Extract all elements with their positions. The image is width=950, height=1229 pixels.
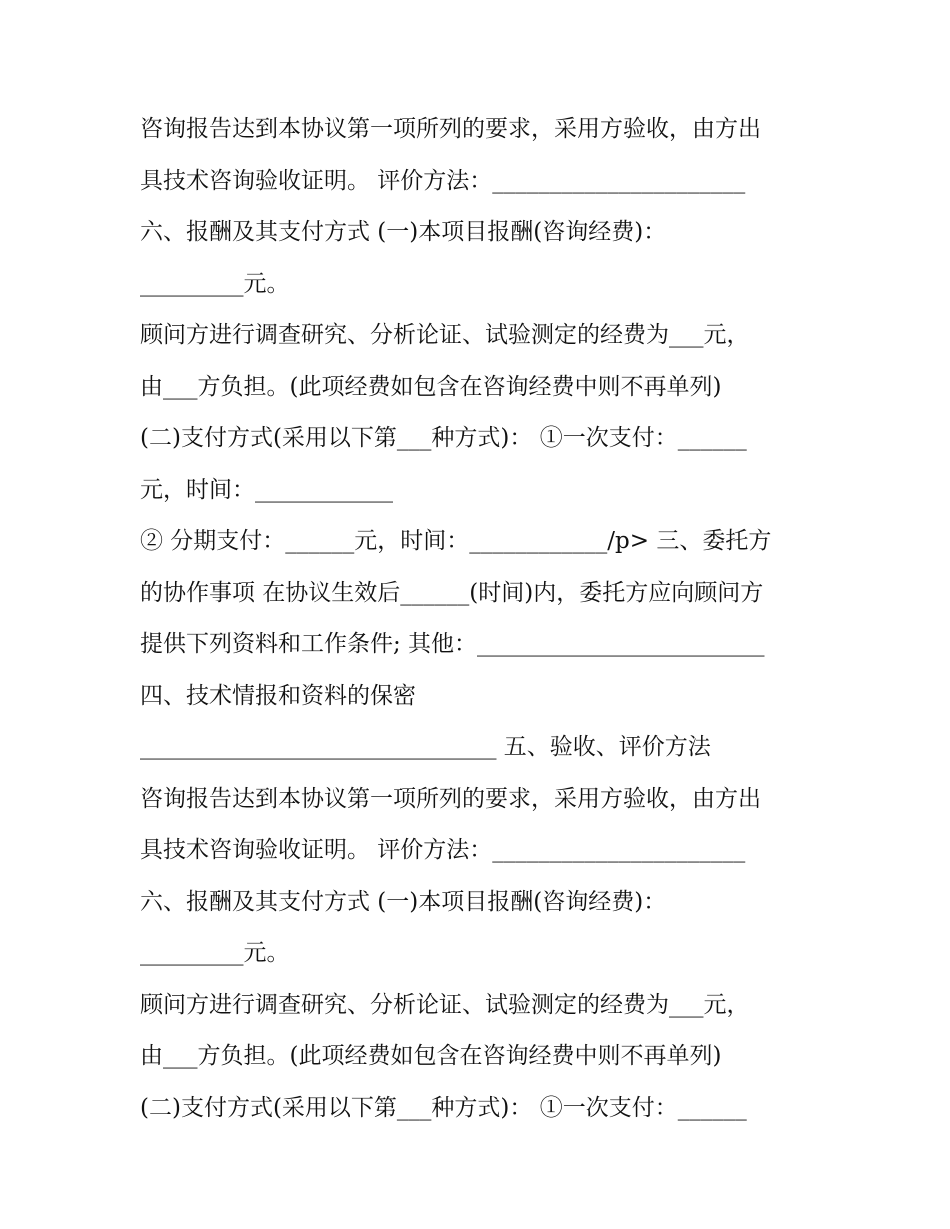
text-line: 具技术咨询验收证明。 评价方法：______________________ bbox=[140, 837, 746, 863]
text-line: 顾问方进行调查研究、分析论证、试验测定的经费为___元， bbox=[140, 991, 750, 1018]
text-line: _______________________________ 五、验收、评价方法 bbox=[140, 734, 711, 760]
text-line: (二)支付方式(采用以下第___种方式)： ①一次支付：______ bbox=[140, 425, 747, 451]
text-line: 四、技术情报和资料的保密 bbox=[140, 682, 416, 709]
text-line: 元，时间：____________ bbox=[140, 476, 393, 503]
text-line: 由___方负担。(此项经费如包含在咨询经费中则不再单列) bbox=[140, 1043, 722, 1069]
text-line: 咨询报告达到本协议第一项所列的要求，采用方验收，由方出 bbox=[140, 116, 761, 142]
text-line: 具技术咨询验收证明。 评价方法：______________________ bbox=[140, 167, 746, 194]
text-line: _________元。 bbox=[140, 940, 290, 966]
text-line: 六、报酬及其支付方式 (一)本项目报酬(咨询经费)： bbox=[140, 888, 667, 915]
text-line: 的协作事项 在协议生效后______(时间)内，委托方应向顾问方 bbox=[140, 579, 764, 606]
text-line: (二)支付方式(采用以下第___种方式)： ①一次支付：______ bbox=[140, 1094, 747, 1121]
text-line: 提供下列资料和工作条件; 其他：_________________________ bbox=[140, 631, 765, 657]
text-line: ② 分期支付：______元，时间：____________/p> 三、委托方 bbox=[140, 528, 772, 554]
text-line: 由___方负担。(此项经费如包含在咨询经费中则不再单列) bbox=[140, 373, 722, 400]
text-line: 顾问方进行调查研究、分析论证、试验测定的经费为___元， bbox=[140, 322, 750, 348]
document-body bbox=[140, 104, 830, 1134]
text-line: 六、报酬及其支付方式 (一)本项目报酬(咨询经费)： bbox=[140, 219, 667, 245]
text-line: 咨询报告达到本协议第一项所列的要求，采用方验收，由方出 bbox=[140, 785, 761, 812]
text-line: _________元。 bbox=[140, 270, 290, 297]
